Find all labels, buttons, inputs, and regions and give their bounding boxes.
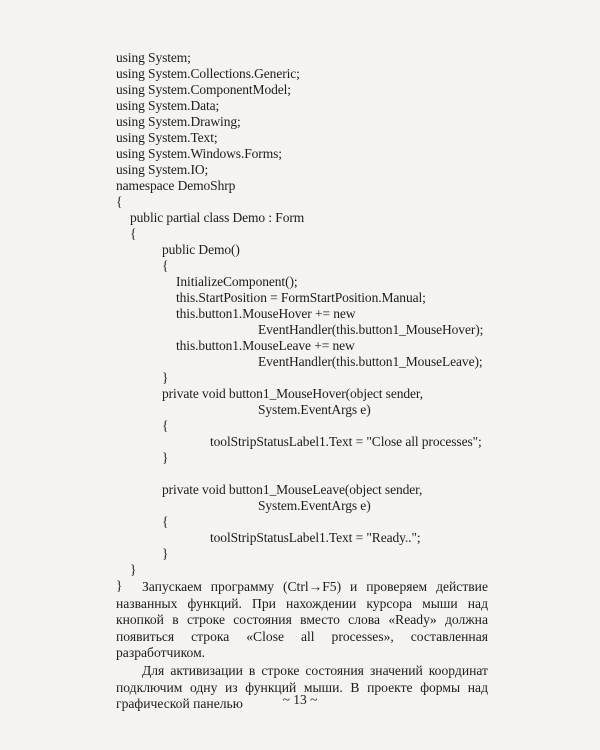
code-line: using System.Data; xyxy=(116,98,220,113)
code-line: } xyxy=(130,562,137,577)
paragraph: Запускаем программу (Ctrl→F5) и проверяем действие названных функций. При нахождении курсора мыши над кнопкой в строке состояния вместо слова «Ready» должна появиться строка «Close all processes», составленная разработчиком. xyxy=(116,579,488,661)
code-line: InitializeComponent(); xyxy=(176,274,298,289)
code-line: } xyxy=(162,546,169,561)
code-listing xyxy=(0,50,600,593)
code-line: System.EventArgs e) xyxy=(258,498,371,513)
code-line: using System.Windows.Forms; xyxy=(116,146,282,161)
code-line: namespace DemoShrp xyxy=(116,178,236,193)
code-line: toolStripStatusLabel1.Text = "Close all processes"; xyxy=(210,434,482,449)
code-line: private void button1_MouseLeave(object sender, xyxy=(162,482,423,497)
code-line: EventHandler(this.button1_MouseLeave); xyxy=(258,354,483,369)
code-line: EventHandler(this.button1_MouseHover); xyxy=(258,322,484,337)
code-line: this.StartPosition = FormStartPosition.Manual; xyxy=(176,290,426,305)
code-line: { xyxy=(162,514,169,529)
code-line: { xyxy=(162,418,169,433)
code-line: using System; xyxy=(116,50,191,65)
code-line: } xyxy=(116,578,123,593)
code-line: this.button1.MouseLeave += new xyxy=(176,338,355,353)
paragraph: Для активизации в строке состояния значений координат подключим одну из функций мыши. В проекте формы над графической панелью xyxy=(116,662,488,712)
page-number: ~ 13 ~ xyxy=(282,692,318,707)
code-line: } xyxy=(162,450,169,465)
code-line: this.button1.MouseHover += new xyxy=(176,306,356,321)
code-line: } xyxy=(162,370,169,385)
code-line: { xyxy=(116,194,123,209)
code-line: private void button1_MouseHover(object sender, xyxy=(162,386,424,401)
code-line: using System.ComponentModel; xyxy=(116,82,291,97)
code-line: public partial class Demo : Form xyxy=(130,210,305,225)
code-line: toolStripStatusLabel1.Text = "Ready.."; xyxy=(210,530,421,545)
code-line: System.EventArgs e) xyxy=(258,402,371,417)
code-line: using System.Drawing; xyxy=(116,114,241,129)
code-line: using System.IO; xyxy=(116,162,209,177)
code-line: { xyxy=(162,258,169,273)
code-line: using System.Collections.Generic; xyxy=(116,66,300,81)
code-line: using System.Text; xyxy=(116,130,218,145)
code-line: public Demo() xyxy=(162,242,240,257)
code-line: { xyxy=(130,226,137,241)
